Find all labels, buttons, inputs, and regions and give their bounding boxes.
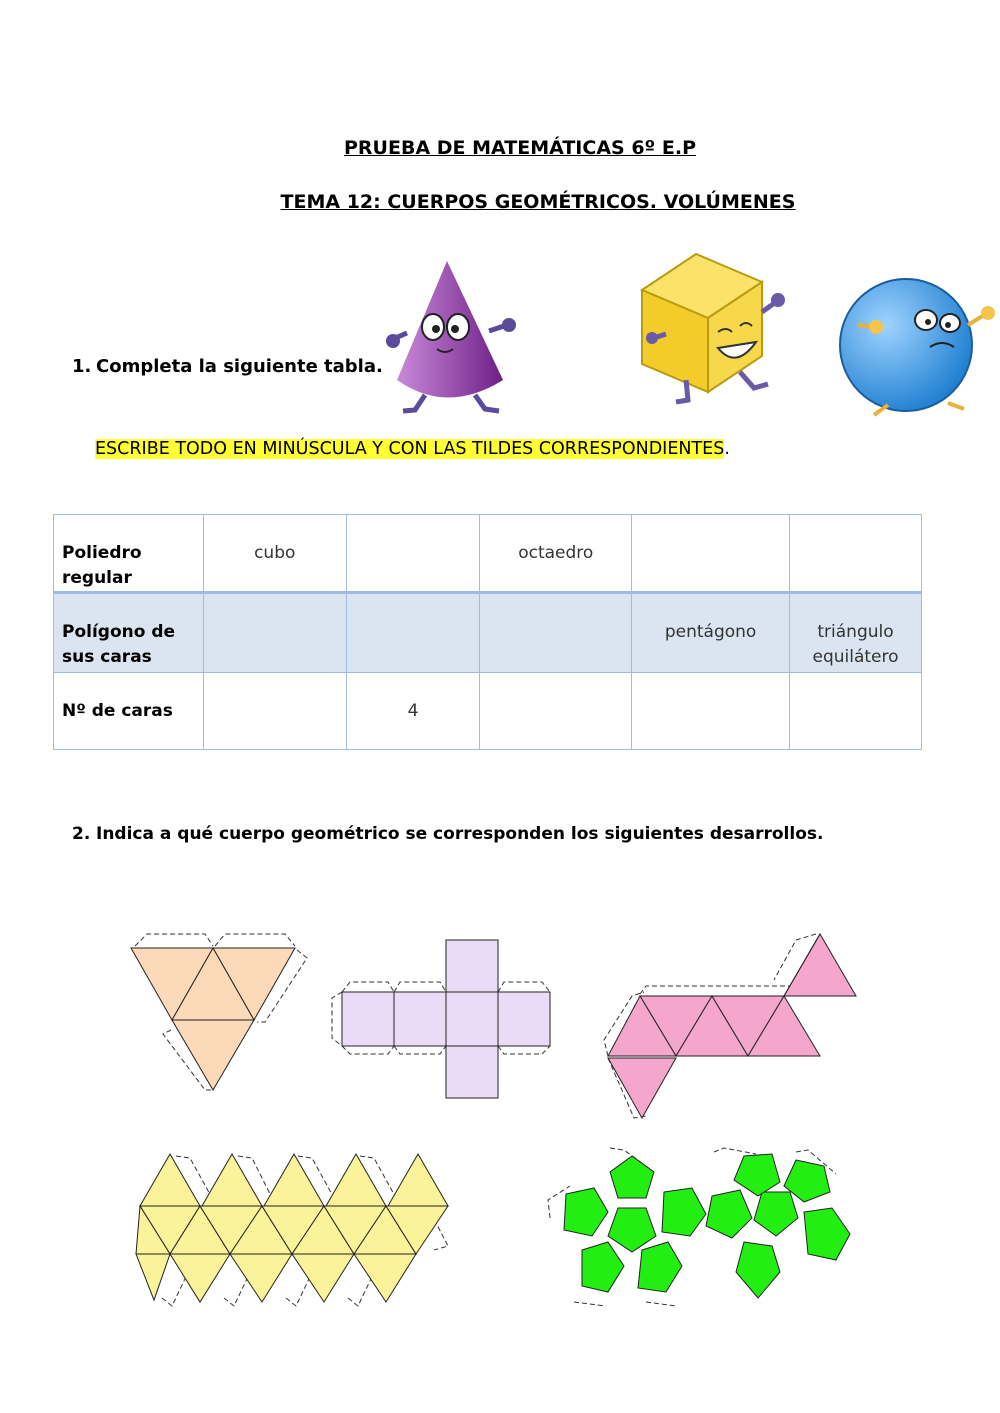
instruction-highlight: ESCRIBE TODO EN MINÚSCULA Y CON LAS TILDES CORRESPONDIENTES <box>95 439 725 459</box>
table-cell[interactable] <box>632 673 790 750</box>
question-1 <box>72 356 383 377</box>
question-2 <box>72 824 823 844</box>
row-header: Poliedro regular <box>54 515 204 593</box>
row-header: Polígono de sus caras <box>54 593 204 673</box>
table-cell[interactable] <box>480 593 632 673</box>
question-1-text: Completa la siguiente tabla. <box>96 356 383 377</box>
cube-character-illustration <box>636 252 791 407</box>
icosahedron-net-illustration <box>130 1150 452 1308</box>
sphere-character-illustration <box>838 275 1000 425</box>
tetrahedron-net-faces <box>131 948 295 1090</box>
octahedron-net-faces <box>608 934 856 1118</box>
table-row <box>54 515 922 593</box>
instruction-note <box>95 439 730 459</box>
table-cell[interactable]: pentágono <box>632 593 790 673</box>
question-1-number: 1. <box>72 356 92 377</box>
cube-net-illustration <box>328 938 553 1100</box>
cube-net-faces <box>342 940 550 1098</box>
table-cell[interactable] <box>203 593 346 673</box>
tetrahedron-net-illustration <box>125 930 310 1095</box>
dodecahedron-net-illustration <box>546 1146 858 1308</box>
table-cell[interactable]: octaedro <box>480 515 632 593</box>
table-row <box>54 673 922 750</box>
table-cell[interactable]: triángulo equilátero <box>790 593 922 673</box>
table-cell[interactable] <box>346 515 480 593</box>
table-row <box>54 593 922 673</box>
table-cell[interactable] <box>790 673 922 750</box>
table-cell[interactable] <box>480 673 632 750</box>
page-title: PRUEBA DE MATEMÁTICAS 6º E.P <box>344 137 696 159</box>
table-cell[interactable]: cubo <box>203 515 346 593</box>
table-cell[interactable] <box>632 515 790 593</box>
table-cell[interactable]: 4 <box>346 673 480 750</box>
polyhedra-table <box>53 514 922 750</box>
question-2-number: 2. <box>72 824 91 844</box>
icosahedron-net-faces <box>136 1154 448 1302</box>
page-subtitle: TEMA 12: CUERPOS GEOMÉTRICOS. VOLÚMENES <box>280 191 796 213</box>
table-cell[interactable] <box>203 673 346 750</box>
question-2-text: Indica a qué cuerpo geométrico se corresponden los siguientes desarrollos. <box>96 824 824 844</box>
dodecahedron-net-faces <box>564 1154 850 1298</box>
row-header: Nº de caras <box>54 673 204 750</box>
cone-character-illustration <box>385 255 520 417</box>
table-cell[interactable] <box>346 593 480 673</box>
instruction-end: . <box>724 439 730 459</box>
table-cell[interactable] <box>790 515 922 593</box>
octahedron-net-illustration <box>600 930 862 1120</box>
